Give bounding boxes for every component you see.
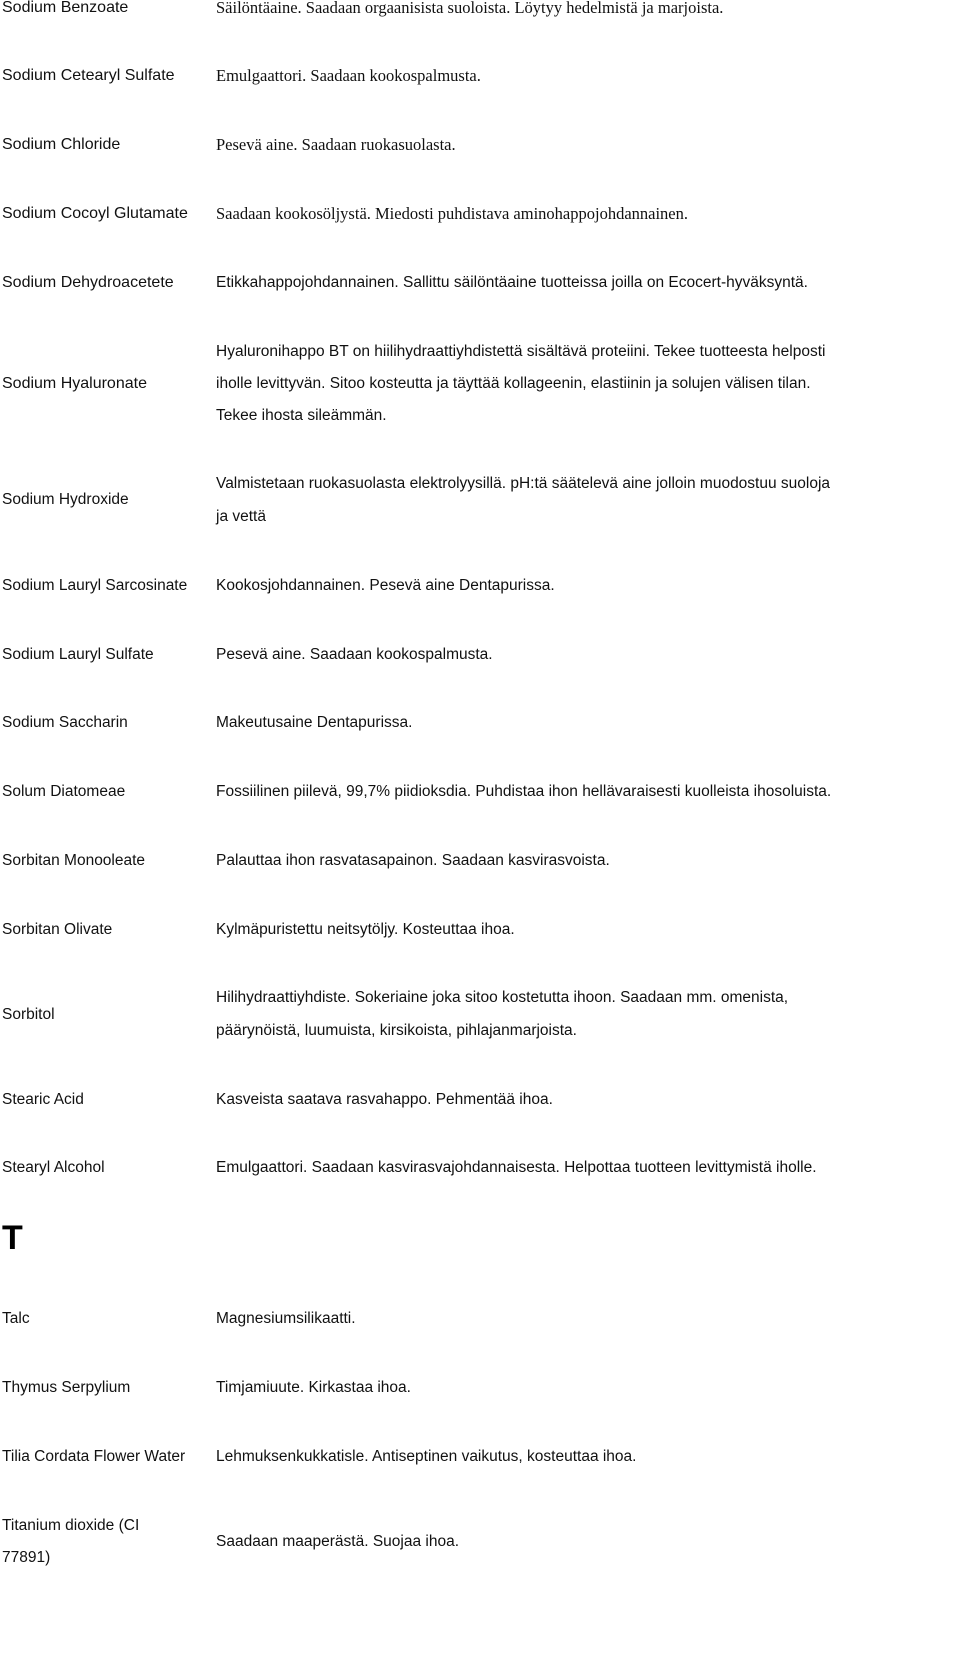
ingredient-name: Sodium Cetearyl Sulfate	[2, 67, 175, 84]
ingredient-description: Fossiilinen piilevä, 99,7% piidioksdia. Puhdistaa ihon hellävaraisesti kuolleista ihosoluista.	[216, 783, 832, 800]
ingredient-name: Sodium Cocoyl Glutamate	[2, 205, 188, 222]
ingredient-name: Sodium Benzoate	[2, 0, 129, 16]
ingredient-name: Sorbitol	[2, 1006, 55, 1023]
ingredient-name: Tilia Cordata Flower Water	[2, 1448, 186, 1465]
ingredient-name: Sodium Dehydroacetete	[2, 274, 174, 291]
ingredient-description: Timjamiuute. Kirkastaa ihoa.	[216, 1379, 411, 1396]
ingredient-description: Makeutusaine Dentapurissa.	[216, 714, 413, 731]
ingredient-name: Thymus Serpylium	[2, 1379, 131, 1396]
ingredient-description: Saadaan maaperästä. Suojaa ihoa.	[216, 1533, 460, 1550]
ingredient-name: Sodium Lauryl Sulfate	[2, 646, 154, 663]
ingredient-description: Pesevä aine. Saadaan kookospalmusta.	[216, 646, 493, 663]
ingredient-name: Stearyl Alcohol	[2, 1159, 105, 1176]
ingredient-name: Stearic Acid	[2, 1091, 84, 1108]
section-letter-heading: T	[2, 1219, 23, 1257]
ingredient-description: Kylmäpuristettu neitsytöljy. Kosteuttaa ihoa.	[216, 921, 515, 938]
ingredient-name: Sodium Saccharin	[2, 714, 128, 731]
ingredient-name: Sodium Chloride	[2, 136, 121, 153]
ingredient-name: Solum Diatomeae	[2, 783, 126, 800]
ingredient-description-line: päärynöistä, luumuista, kirsikoista, pihlajanmarjoista.	[216, 1022, 577, 1039]
ingredient-description-line: Tekee ihosta sileämmän.	[216, 407, 387, 424]
ingredient-description-line: ja vettä	[216, 508, 266, 525]
ingredient-name-line: Titanium dioxide (CI	[2, 1517, 140, 1534]
ingredient-description: Etikkahappojohdannainen. Sallittu säilöntäaine tuotteissa joilla on Ecocert-hyväksyntä.	[216, 274, 808, 291]
ingredient-description: Magnesiumsilikaatti.	[216, 1310, 356, 1327]
ingredient-description-line: iholle levittyvän. Sitoo kosteutta ja täyttää kollageenin, elastiinin ja solujen välisen tilan.	[216, 375, 811, 392]
ingredient-description: Pesevä aine. Saadaan ruokasuolasta.	[216, 135, 456, 154]
ingredient-description: Saadaan kookosöljystä. Miedosti puhdistava aminohappojohdannainen.	[216, 204, 688, 223]
ingredient-description: Kookosjohdannainen. Pesevä aine Dentapurissa.	[216, 577, 555, 594]
ingredient-name: Sorbitan Olivate	[2, 921, 113, 938]
ingredient-description: Emulgaattori. Saadaan kookospalmusta.	[216, 66, 481, 85]
ingredient-name-line: 77891)	[2, 1549, 51, 1566]
ingredient-description: Säilöntäaine. Saadaan orgaanisista suoloista. Löytyy hedelmistä ja marjoista.	[216, 0, 724, 17]
ingredient-description-line: Valmistetaan ruokasuolasta elektrolyysillä. pH:tä säätelevä aine jolloin muodostuu suoloja	[216, 475, 831, 492]
ingredient-name: Sorbitan Monooleate	[2, 852, 146, 869]
ingredient-description: Kasveista saatava rasvahappo. Pehmentää ihoa.	[216, 1091, 553, 1108]
ingredient-name: Sodium Hydroxide	[2, 491, 129, 508]
ingredient-description-line: Hyaluronihappo BT on hiilihydraattiyhdistettä sisältävä proteiini. Tekee tuotteesta helposti	[216, 343, 826, 360]
ingredient-name: Sodium Lauryl Sarcosinate	[2, 577, 188, 594]
ingredient-name: Talc	[2, 1310, 30, 1327]
ingredient-name: Sodium Hyaluronate	[2, 375, 147, 392]
ingredient-description-line: Hilihydraattiyhdiste. Sokeriaine joka sitoo kostetutta ihoon. Saadaan mm. omenista,	[216, 989, 789, 1006]
ingredient-description: Palauttaa ihon rasvatasapainon. Saadaan kasvirasvoista.	[216, 852, 610, 869]
ingredient-description: Emulgaattori. Saadaan kasvirasvajohdannaisesta. Helpottaa tuotteen levittymistä iholle.	[216, 1159, 817, 1176]
ingredient-description: Lehmuksenkukkatisle. Antiseptinen vaikutus, kosteuttaa ihoa.	[216, 1448, 637, 1465]
